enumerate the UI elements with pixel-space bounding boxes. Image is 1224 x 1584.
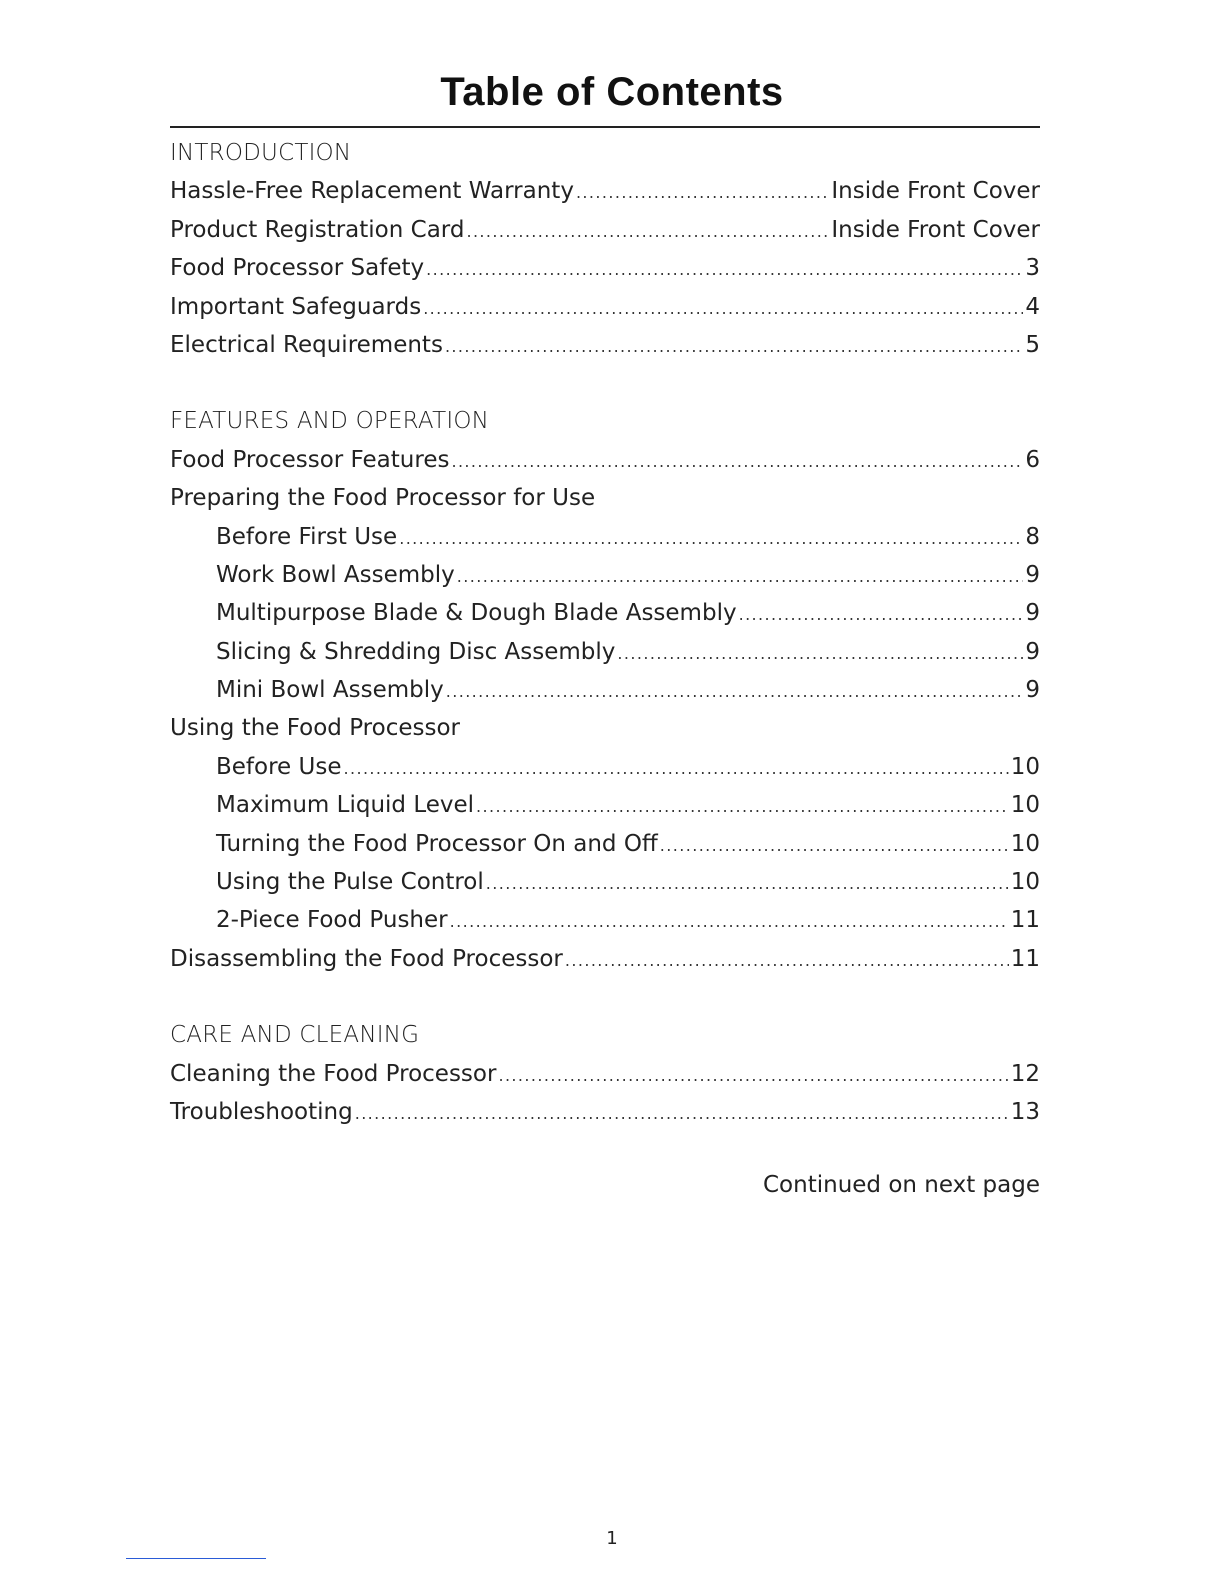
page-title: Table of Contents: [440, 70, 784, 114]
toc-entry-page: 5: [1025, 331, 1040, 358]
toc-entry[interactable]: [170, 748, 1040, 786]
toc-entry-page: 6: [1025, 446, 1040, 473]
toc-entry[interactable]: [170, 1055, 1040, 1093]
dot-leader: [446, 673, 1024, 711]
toc-entry[interactable]: [170, 326, 1040, 364]
toc-entry-label: Cleaning the Food Processor: [170, 1060, 497, 1087]
toc-section-introduction: [170, 134, 1040, 364]
dot-leader: [451, 443, 1023, 481]
toc-entry-page: 9: [1025, 638, 1040, 665]
toc-entry-page: 11: [1010, 907, 1040, 934]
toc-entry[interactable]: [170, 671, 1040, 709]
toc-entry-page: 10: [1010, 792, 1040, 819]
dot-leader: [476, 788, 1009, 826]
toc-entry-label: Using the Pulse Control: [216, 869, 484, 896]
section-heading: CARE AND CLEANING: [170, 1022, 420, 1049]
toc-entry[interactable]: [170, 825, 1040, 863]
toc-entry-label: Work Bowl Assembly: [216, 561, 455, 588]
toc-entry-label: Multipurpose Blade & Dough Blade Assembly: [216, 600, 737, 627]
toc-entry-label: Using the Food Processor: [170, 715, 460, 742]
toc-entry-page: 10: [1010, 830, 1040, 857]
dot-leader: [739, 596, 1024, 634]
toc-entry-page: 9: [1025, 561, 1040, 588]
toc-entry[interactable]: [170, 288, 1040, 326]
toc-entry-label: Disassembling the Food Processor: [170, 945, 563, 972]
toc-entry-label: Hassle-Free Replacement Warranty: [170, 178, 574, 205]
dot-leader: [576, 174, 829, 212]
toc-entry-page: 4: [1025, 293, 1040, 320]
toc-entry-page: 10: [1010, 753, 1040, 780]
toc-entry[interactable]: [170, 441, 1040, 479]
toc-entry-label: Slicing & Shredding Disc Assembly: [216, 638, 616, 665]
toc-entry[interactable]: [170, 633, 1040, 671]
table-of-contents: [170, 134, 1040, 1131]
dot-leader: [355, 1095, 1009, 1133]
toc-entry[interactable]: [170, 172, 1040, 210]
toc-entry-label: 2-Piece Food Pusher: [216, 907, 448, 934]
toc-subheading[interactable]: [170, 479, 1040, 517]
toc-entry-page: 11: [1010, 945, 1040, 972]
toc-entry-page: Inside Front Cover: [831, 178, 1040, 205]
toc-entry-label: Maximum Liquid Level: [216, 792, 475, 819]
toc-entry-label: Important Safeguards: [170, 293, 422, 320]
dot-leader: [457, 558, 1024, 596]
section-heading: INTRODUCTION: [170, 140, 352, 166]
dot-leader: [565, 942, 1009, 980]
footer-underline: [126, 1558, 266, 1559]
dot-leader: [426, 251, 1023, 289]
toc-entry[interactable]: [170, 901, 1040, 939]
toc-subheading[interactable]: [170, 709, 1040, 747]
toc-entry-page: 9: [1025, 600, 1040, 627]
toc-entry-label: Before First Use: [216, 523, 398, 550]
toc-entry[interactable]: [170, 518, 1040, 556]
toc-section-features-and-operation: [170, 402, 1040, 978]
dot-leader: [486, 865, 1009, 903]
dot-leader: [343, 750, 1008, 788]
toc-entry[interactable]: [170, 940, 1040, 978]
dot-leader: [445, 328, 1023, 366]
continued-note: Continued on next page: [763, 1172, 1040, 1198]
title-divider: [170, 126, 1040, 128]
toc-entry-label: Electrical Requirements: [170, 331, 443, 358]
toc-entry-page: 13: [1010, 1098, 1040, 1125]
toc-entry[interactable]: [170, 556, 1040, 594]
toc-entry-page: Inside Front Cover: [831, 216, 1040, 243]
toc-entry[interactable]: [170, 863, 1040, 901]
toc-entry[interactable]: [170, 211, 1040, 249]
dot-leader: [450, 903, 1009, 941]
page-number: 1: [606, 1528, 618, 1549]
toc-section-care-and-cleaning: [170, 1016, 1040, 1131]
toc-entry-label: Mini Bowl Assembly: [216, 677, 444, 704]
toc-entry[interactable]: [170, 786, 1040, 824]
dot-leader: [660, 827, 1009, 865]
toc-entry-page: 9: [1025, 677, 1040, 704]
section-heading: FEATURES AND OPERATION: [170, 408, 490, 435]
toc-entry-label: Product Registration Card: [170, 216, 465, 243]
toc-entry-label: Turning the Food Processor On and Off: [216, 830, 658, 857]
toc-entry-page: 8: [1025, 523, 1040, 550]
dot-leader: [399, 520, 1023, 558]
toc-entry-label: Before Use: [216, 753, 342, 780]
toc-entry[interactable]: [170, 594, 1040, 632]
toc-entry[interactable]: [170, 249, 1040, 287]
dot-leader: [466, 213, 829, 251]
toc-entry-page: 3: [1025, 255, 1040, 282]
dot-leader: [423, 290, 1023, 328]
dot-leader: [498, 1057, 1008, 1095]
toc-entry-label: Food Processor Safety: [170, 255, 425, 282]
toc-entry-label: Troubleshooting: [170, 1098, 353, 1125]
dot-leader: [617, 635, 1023, 673]
toc-entry[interactable]: [170, 1093, 1040, 1131]
toc-entry-page: 10: [1010, 869, 1040, 896]
toc-entry-page: 12: [1010, 1060, 1040, 1087]
toc-entry-label: Food Processor Features: [170, 446, 450, 473]
toc-entry-label: Preparing the Food Processor for Use: [170, 485, 596, 512]
